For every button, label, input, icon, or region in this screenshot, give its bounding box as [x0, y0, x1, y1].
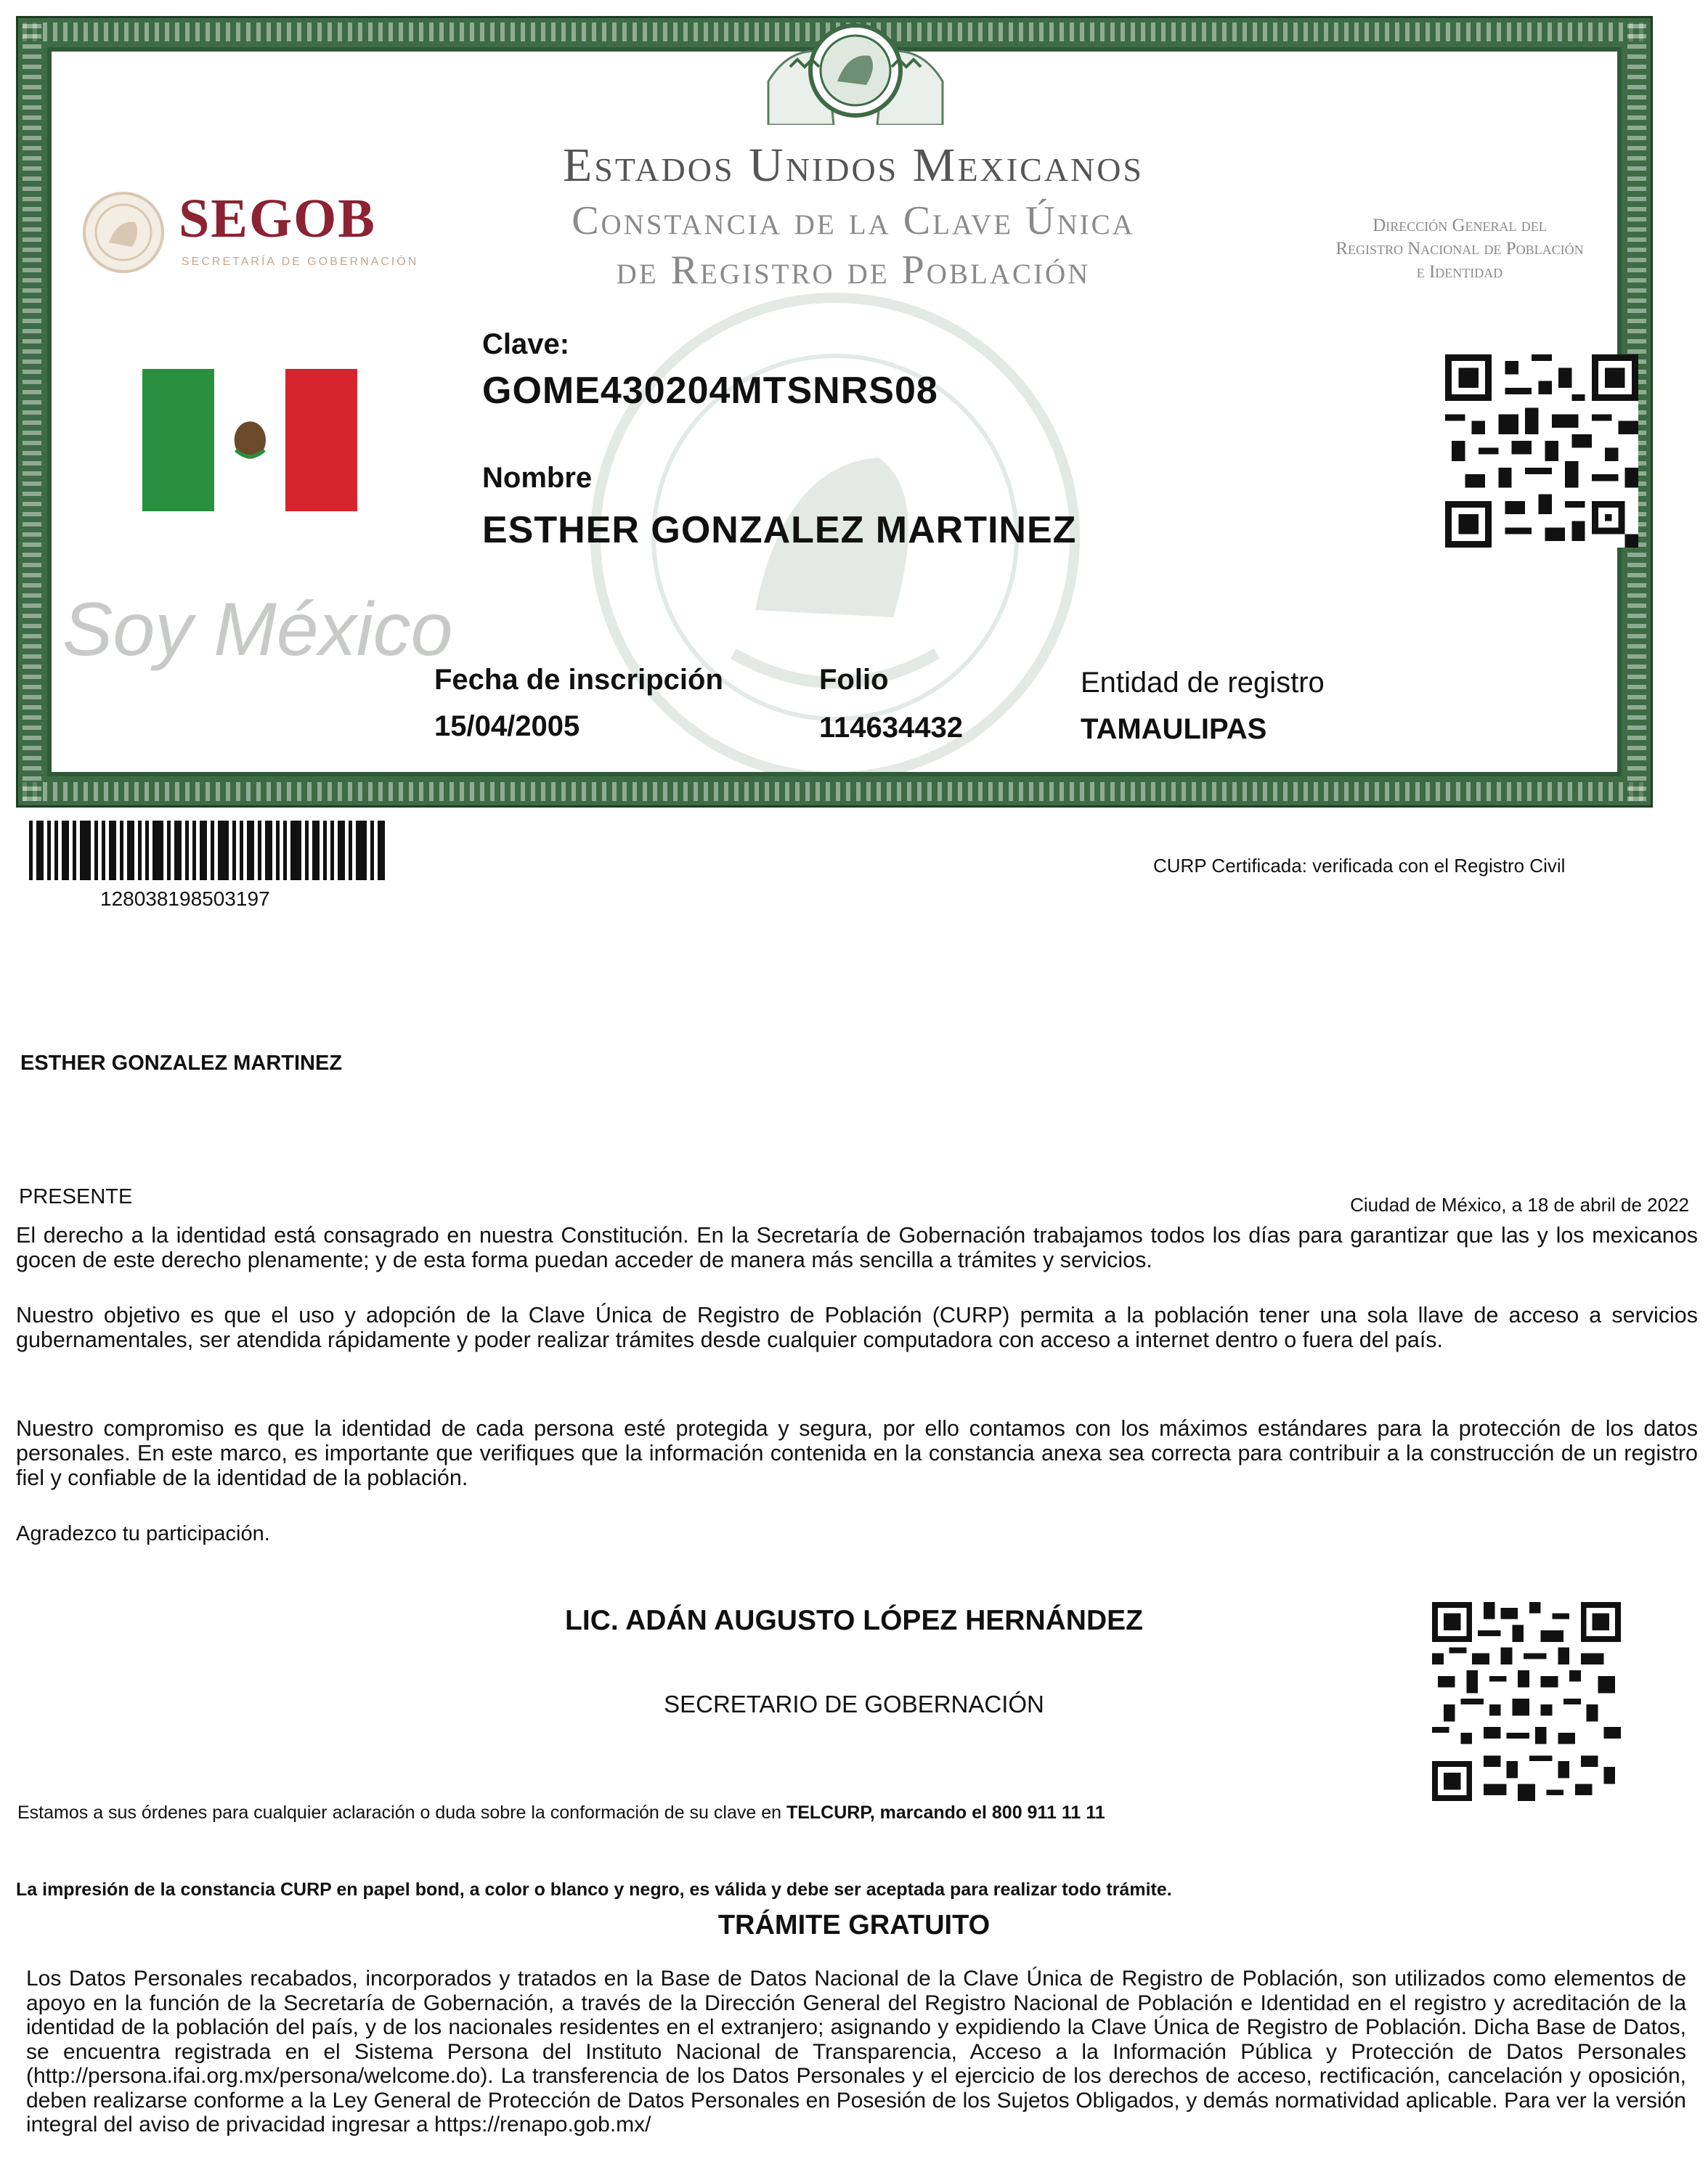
- slogan: Soy México: [62, 588, 453, 672]
- letter-paragraph-3: Nuestro compromiso es que la identidad de cada persona esté protegida y segura, por ello contamos con los máximos estándares para la protección de los datos personales. En este marco, es importante que verifiques que la información contenida en la constancia anexa sea correcta para contribuir a la construcción de un registro fiel y confiable de la identidad de la población.: [16, 1416, 1698, 1490]
- clave-value: GOME430204MTSNRS08: [482, 370, 938, 412]
- clave-label: Clave:: [482, 328, 570, 360]
- agency-name-line2: Registro Nacional de Población: [1335, 239, 1584, 259]
- qr-code-icon: [1432, 1602, 1621, 1801]
- contact-text: Estamos a sus órdenes para cualquier aclaración o duda sobre la conformación de su clave en: [17, 1802, 786, 1823]
- print-notice: La impresión de la constancia CURP en papel bond, a color o blanco y negro, es válida y debe ser aceptada para realizar todo trámite.: [16, 1879, 1172, 1900]
- nombre-value: ESTHER GONZALEZ MARTINEZ: [482, 509, 1077, 551]
- fecha-inscripcion-label: Fecha de inscripción: [434, 664, 723, 696]
- segob-seal-icon: [81, 190, 166, 275]
- signer-name: LIC. ADÁN AUGUSTO LÓPEZ HERNÁNDEZ: [565, 1605, 1143, 1636]
- qr-code-icon: [1445, 354, 1638, 548]
- entidad-registro-label: Entidad de registro: [1081, 667, 1325, 699]
- segob-subtitle: SECRETARÍA DE GOBERNACIÓN: [182, 256, 419, 268]
- country-title: Estados Unidos Mexicanos: [562, 139, 1144, 192]
- free-procedure-title: TRÁMITE GRATUITO: [717, 1910, 991, 1940]
- letter-presente: PRESENTE: [19, 1185, 133, 1208]
- entidad-registro-value: TAMAULIPAS: [1081, 713, 1267, 745]
- segob-logo-text: SEGOB: [179, 188, 376, 249]
- barcode-number: 128038198503197: [100, 887, 270, 910]
- folio-label: Folio: [819, 664, 889, 696]
- contact-telcurp: TELCURP, marcando el 800 911 11 11: [786, 1802, 1105, 1823]
- signer-title: SECRETARIO DE GOBERNACIÓN: [664, 1691, 1044, 1717]
- mexican-flag-icon: [142, 369, 357, 511]
- letter-paragraph-2: Nuestro objetivo es que el uso y adopción de la Clave Única de Registro de Población (CURP) permita a la población tener una sola llave de acceso a servicios gubernamentales, ser atendida rápidamente y poder realizar trámites desde cualquier computadora con acceso a internet dentro o fuera del país.: [16, 1303, 1698, 1352]
- letter-place-date: Ciudad de México, a 18 de abril de 2022: [1350, 1194, 1689, 1216]
- document-title-line2: de Registro de Población: [616, 248, 1091, 293]
- document-title-line1: Constancia de la Clave Única: [572, 198, 1135, 243]
- fecha-inscripcion-value: 15/04/2005: [434, 710, 580, 742]
- folio-value: 114634432: [819, 712, 964, 744]
- barcode-icon: [29, 821, 385, 880]
- nombre-label: Nombre: [482, 462, 593, 494]
- letter-thanks: Agradezco tu participación.: [16, 1522, 270, 1545]
- contact-line: [17, 1802, 1105, 1824]
- privacy-notice: Los Datos Personales recabados, incorporados y tratados en la Base de Datos Nacional de la Clave Única de Registro de Población, son utilizados como elementos de apoyo en la función de la Secretaría de Gobernación, a través de la Dirección General del Registro Nacional de Población e Identidad en el registro y acreditación de la identidad de la población del país, y de los nacionales residentes en el extranjero; asignando y expidiendo la Clave Única de Registro de Población. Dicha Base de Datos, se encuentra registrada en el Sistema Persona del Instituto Nacional de Transparencia, Acceso a la Información Pública y Protección de Datos Personales (http://persona.ifai.org.mx/persona/welcome.do). La transferencia de los Datos Personales y el ejercicio de los derechos de acceso, rectificación, cancelación y oposición, deben realizarse conforme a la Ley General de Protección de Datos Personales en Posesión de los Sujetos Obligados, y demás normatividad aplicable. Para ver la versión integral del aviso de privacidad ingresar a https://renapo.gob.mx/: [26, 1967, 1686, 2137]
- agency-name-line3: e Identidad: [1416, 262, 1503, 282]
- curp-certificada-note: CURP Certificada: verificada con el Registro Civil: [1153, 855, 1566, 877]
- letter-paragraph-1: El derecho a la identidad está consagrado en nuestra Constitución. En la Secretaría de Gobernación trabajamos todos los días para garantizar que las y los mexicanos gocen de este derecho plenamente; y de esta forma puedan acceder de manera más sencilla a trámites y servicios.: [16, 1223, 1698, 1272]
- agency-name-line1: Dirección General del: [1372, 216, 1547, 235]
- coat-of-arms-icon: [761, 16, 950, 125]
- letter-recipient: ESTHER GONZALEZ MARTINEZ: [20, 1052, 343, 1075]
